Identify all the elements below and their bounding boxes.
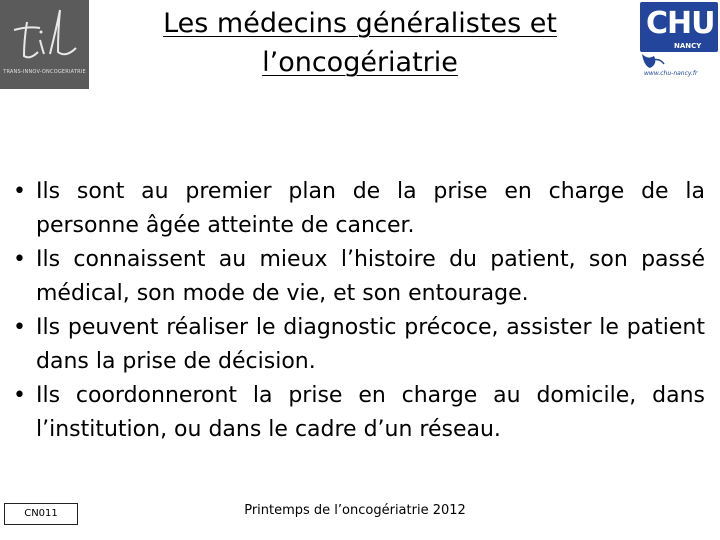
til-logo-icon [0, 0, 89, 70]
chu-logo-name: CHU [646, 6, 715, 41]
bullet-list [13, 175, 705, 447]
til-logo [0, 0, 89, 89]
footer-text: Printemps de l’oncogériatrie 2012 [244, 503, 466, 518]
bullet-dot-icon: • [13, 179, 26, 204]
bullet-item [13, 175, 705, 243]
slide-title-text: Les médecins généralistes et l’oncogériatrie [163, 8, 557, 78]
chu-logo-city: NANCY [674, 42, 702, 50]
bullet-item [13, 243, 705, 311]
bullet-text: Ils connaissent au mieux l’histoire du patient, son passé médical, son mode de vie, et son entourage. [36, 247, 705, 306]
bullet-item [13, 311, 705, 379]
bullet-dot-icon: • [13, 247, 26, 272]
bullet-text: Ils coordonneront la prise en charge au domicile, dans l’institution, ou dans le cadre d’un réseau. [36, 383, 705, 442]
bullet-dot-icon: • [13, 315, 26, 340]
bullet-text: Ils sont au premier plan de la prise en charge de la personne âgée atteinte de cancer. [36, 179, 705, 238]
chu-logo-url: www.chu-nancy.fr [644, 70, 698, 77]
slide-code: CN011 [24, 508, 58, 519]
bullet-text: Ils peuvent réaliser le diagnostic précoce, assister le patient dans la prise de décision. [36, 315, 705, 374]
slide-title [150, 4, 570, 82]
bullet-item [13, 379, 705, 447]
slide-code-box [4, 503, 78, 525]
chu-logo [638, 0, 720, 86]
logo-tagline: TRANS-INNOV-ONCOGERIATRIE [3, 69, 86, 75]
bullet-dot-icon: • [13, 383, 26, 408]
